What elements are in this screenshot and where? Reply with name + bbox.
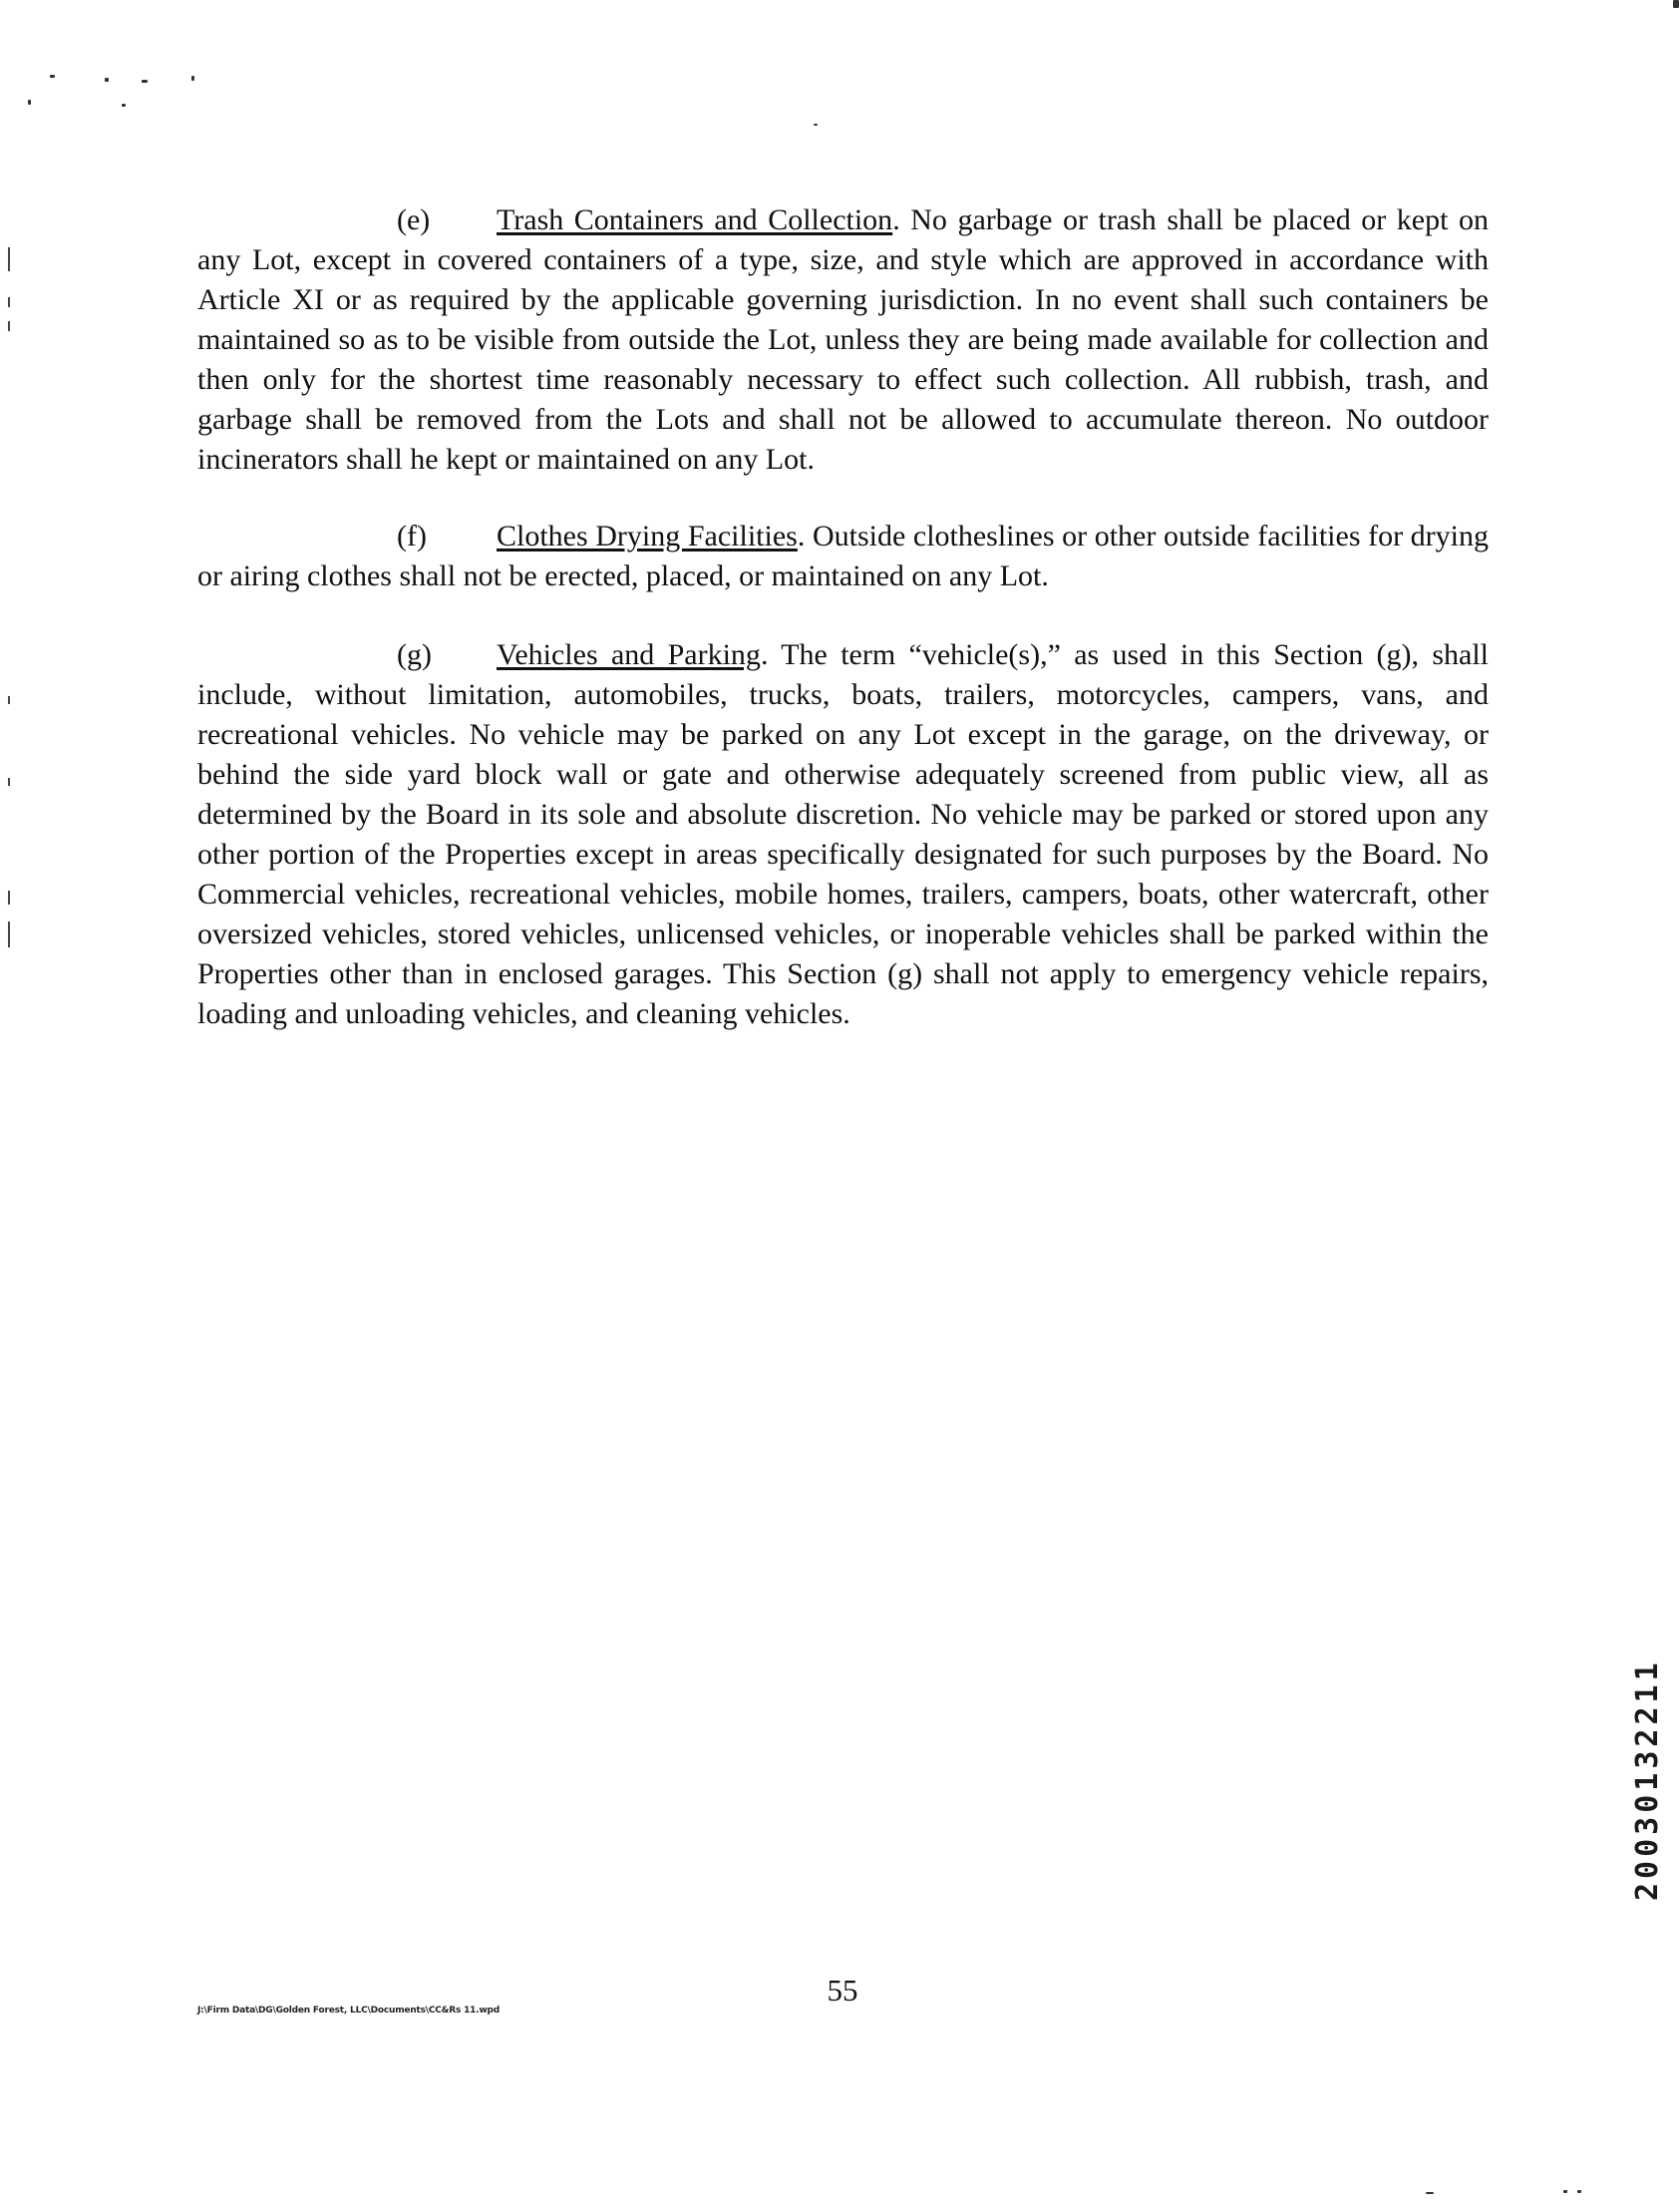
section-f-heading: Clothes Drying Facilities [497, 520, 798, 552]
section-e-label: (e) [397, 203, 431, 236]
scan-speck [142, 80, 148, 83]
section-e-body: . No garbage or trash shall be placed or kept on any Lot, except in covered containers of a type, size, and style which are approved in accordance with Article XI or as required by the applicable governing jurisdiction. In no event shall such containers be maintained so as to be visible from outside the Lot, unless they are being made available for collection and then only for the shortest time reasonably necessary to effect such collection. All rubbish, trash, and garbage shall be removed from the Lots and shall not be allowed to accumulate thereon. No outdoor incinerators shall he kept or maintained on any Lot. [197, 203, 1489, 476]
scan-speck [1563, 2190, 1567, 2193]
margin-mark [8, 921, 10, 947]
scan-speck [1426, 2192, 1434, 2194]
section-e-paragraph [197, 200, 1489, 480]
footer-file-path: J:\Firm Data\DG\Golden Forest, LLC\Documents\CC&Rs 11.wpd [197, 2006, 501, 2016]
margin-mark [8, 321, 10, 331]
section-g-body: . The term “vehicle(s),” as used in this Section (g), shall include, without limitation, automobiles, trucks, boats, trailers, motorcycles, campers, vans, and recreational vehicles. No vehicle may be parked on any Lot except in the garage, on the driveway, or behind the side yard block wall or gate and otherwise adequately screened from public view, all as determined by the Board in its sole and absolute discretion. No vehicle may be parked or stored upon any other portion of the Properties except in areas specifically designated for such purposes by the Board. No Commercial vehicles, recreational vehicles, mobile homes, trailers, campers, boats, other watercraft, other oversized vehicles, stored vehicles, unlicensed vehicles, or inoperable vehicles shall be parked within the Properties other than in enclosed garages. This Section (g) shall not apply to emergency vehicle repairs, loading and unloading vehicles, and cleaning vehicles. [197, 638, 1489, 1030]
scan-speck [50, 75, 55, 78]
section-f-paragraph [197, 517, 1489, 596]
scan-speck [191, 76, 194, 81]
section-e-heading: Trash Containers and Collection [497, 203, 893, 236]
scan-speck [28, 100, 31, 105]
recording-number-stamp: 20030132211 [1630, 1658, 1665, 1902]
margin-mark [8, 778, 10, 786]
page-number: 55 [827, 1973, 858, 2008]
margin-mark [8, 696, 10, 704]
scan-speck [122, 104, 126, 107]
scan-speck [1577, 2190, 1581, 2193]
scan-speck [814, 124, 818, 126]
scan-speck [105, 78, 109, 82]
margin-mark [8, 297, 10, 307]
section-f-label: (f) [397, 520, 427, 552]
margin-mark [8, 891, 10, 905]
scan-speck [1673, 0, 1679, 8]
margin-mark [8, 247, 10, 271]
section-g-label: (g) [397, 638, 432, 671]
section-f-body: . Outside clotheslines or other outside facilities for drying or airing clothes shall not be erected, placed, or maintained on any Lot. [197, 520, 1489, 592]
section-g-heading: Vehicles and Parking [497, 638, 761, 671]
section-g-paragraph [197, 635, 1489, 1034]
